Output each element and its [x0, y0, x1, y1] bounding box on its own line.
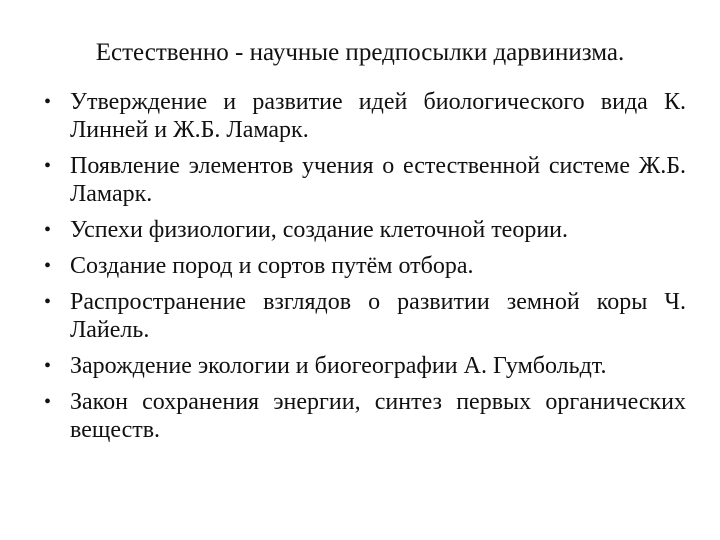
bullet-dot: • [44, 219, 52, 241]
bullet-item [40, 352, 686, 380]
bullet-text: Появление элементов учения о естественной системе Ж.Б. Ламарк. [70, 153, 686, 207]
bullet-item [40, 216, 686, 244]
bullet-text: Зарождение экологии и биогеографии А. Гумбольдт. [70, 353, 607, 379]
bullet-list [40, 88, 686, 452]
bullet-item [40, 388, 686, 444]
bullet-text: Закон сохранения энергии, синтез первых органических веществ. [70, 389, 686, 443]
bullet-text: Распространение взглядов о развитии земной коры Ч. Лайель. [70, 289, 686, 343]
bullet-item [40, 252, 686, 280]
bullet-text: Успехи физиологии, создание клеточной теории. [70, 217, 569, 243]
bullet-dot: • [44, 291, 52, 313]
bullet-text: Создание пород и сортов путём отбора. [70, 253, 474, 279]
bullet-dot: • [44, 255, 52, 277]
bullet-dot: • [44, 355, 52, 377]
bullet-dot: • [44, 155, 52, 177]
bullet-item [40, 288, 686, 344]
bullet-item [40, 152, 686, 208]
bullet-dot: • [44, 91, 52, 113]
bullet-text: Утверждение и развитие идей биологического вида К. Линней и Ж.Б. Ламарк. [70, 89, 686, 143]
bullet-item [40, 88, 686, 144]
bullet-dot: • [44, 391, 52, 413]
slide-title: Естественно - научные предпосылки дарвинизма. [95, 39, 625, 66]
